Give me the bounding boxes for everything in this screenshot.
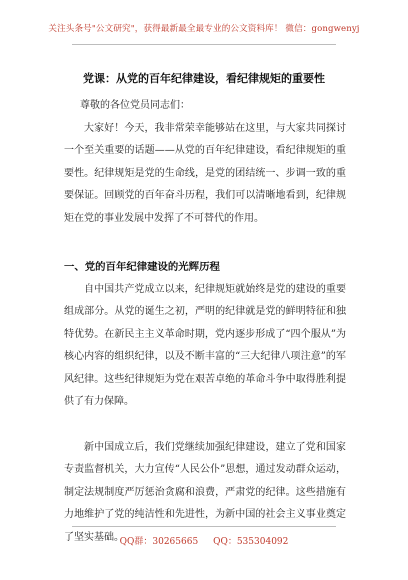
section-heading: 一、党的百年纪律建设的光辉历程 xyxy=(64,261,220,273)
footer-qq: QQ：535304092 xyxy=(213,537,289,547)
footer-divider xyxy=(72,526,336,527)
document-title: 党课：从党的百年纪律建设，看纪律规矩的重要性 xyxy=(83,72,325,85)
paragraph-intro: 大家好！今天，我非常荣幸能够站在这里，与大家共同探讨一个至关重要的话题——从党的百年纪律建设，看纪律规矩的重要性。纪律规矩是党的生命线，是党的团结统一、步调一致的重要保证。回顾党的百年奋斗历程，我们可以清晰地看到，纪律规矩在党的事业发展中发挥了不可替代的作用。 xyxy=(64,123,346,224)
header-banner: 关注头条号"公文研究"，获得最新最全最专业的公文资料库！ 微信：gongwenyj xyxy=(48,24,360,34)
paragraph-new-china: 新中国成立后，我们党继续加强纪律建设，建立了党和国家专责监督机关，大力宣传“人民公仆”思想，通过发动群众运动，制定法规制度严厉惩治贪腐和浪费，严肃党的纪律。这些措施有力地维护了党的纯洁性和先进性，为新中国的社会主义事业奠定了坚实基础。 xyxy=(64,442,346,543)
footer-contact xyxy=(0,534,408,547)
footer-qq-group: QQ群：30265665 xyxy=(119,537,199,547)
header-divider xyxy=(72,44,336,45)
salutation: 尊敬的各位党员同志们： xyxy=(80,100,190,111)
paragraph-history: 自中国共产党成立以来，纪律规矩就始终是党的建设的重要组成部分。从党的诞生之初，严明的纪律就是党的鲜明特征和独特优势。在新民主主义革命时期，党内逐步形成了“四个服从”为核心内容的组织纪律，以及不断丰富的“三大纪律八项注意”的军风纪律。这些纪律规矩为党在艰苦卓绝的革命斗争中取得胜利提供了有力保障。 xyxy=(64,284,346,408)
